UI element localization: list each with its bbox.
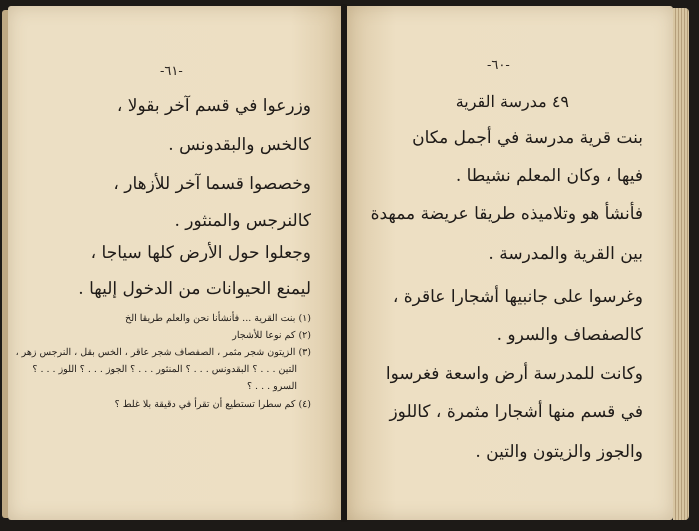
exercise-2: (٢) كم نوعا للأشجار [232,330,311,341]
right-line-7: وكانت للمدرسة أرض واسعة فغرسوا [385,364,643,384]
left-line-5: وجعلوا حول الأرض كلها سياجا ، [90,243,311,263]
left-page-number: -٦١- [160,64,183,79]
left-line-4: كالنرجس والمنثور . [174,211,311,231]
left-line-2: كالخس والبقدونس . [168,135,311,155]
left-line-6: ليمنع الحيوانات من الدخول إليها . [78,279,311,299]
right-line-4: بين القرية والمدرسة . [488,244,643,264]
exercise-3-continued: التين . . . ؟ البقدونس . . . ؟ المنثور . . . ؟ الجوز . . . ؟ اللوز . . . ؟ [32,364,297,375]
right-line-3: فأنشأ هو وتلاميذه طريقا عريضة ممهدة [370,204,643,224]
left-line-3: وخصصوا قسما آخر للأزهار ، [113,174,311,194]
lesson-title: ٤٩ مدرسة القرية [455,92,569,111]
exercise-4: (٤) كم سطرا تستطيع أن تقرأ في دقيقة بلا غلط ؟ [114,399,311,410]
right-line-2: فيها ، وكان المعلم نشيطا . [455,166,643,186]
left-line-1: وزرعوا في قسم آخر بقولا ، [116,96,311,116]
right-line-1: بنت قرية مدرسة في أجمل مكان [412,128,643,148]
right-line-9: والجوز والزيتون والتين . [475,442,643,462]
right-page-edges [673,8,689,520]
exercise-1: (١) بنت القرية ... فأنشأنا نحن والعلم طريقا الخ [125,313,311,324]
exercise-3: (٣) الزيتون شجر مثمر ، الصفصاف شجر عاقر ، الخس بقل ، النرجس زهر ، [15,347,311,358]
right-line-6: كالصفصاف والسرو . [496,325,643,345]
right-page [347,6,673,520]
right-line-8: في قسم منها أشجارا مثمرة ، كاللوز [389,402,643,422]
left-page [8,6,341,520]
right-page-number: -٦٠- [487,58,510,73]
right-line-5: وغرسوا على جانبيها أشجارا عاقرة ، [392,287,643,307]
exercise-3-end: السرو . . . ؟ [246,381,297,392]
